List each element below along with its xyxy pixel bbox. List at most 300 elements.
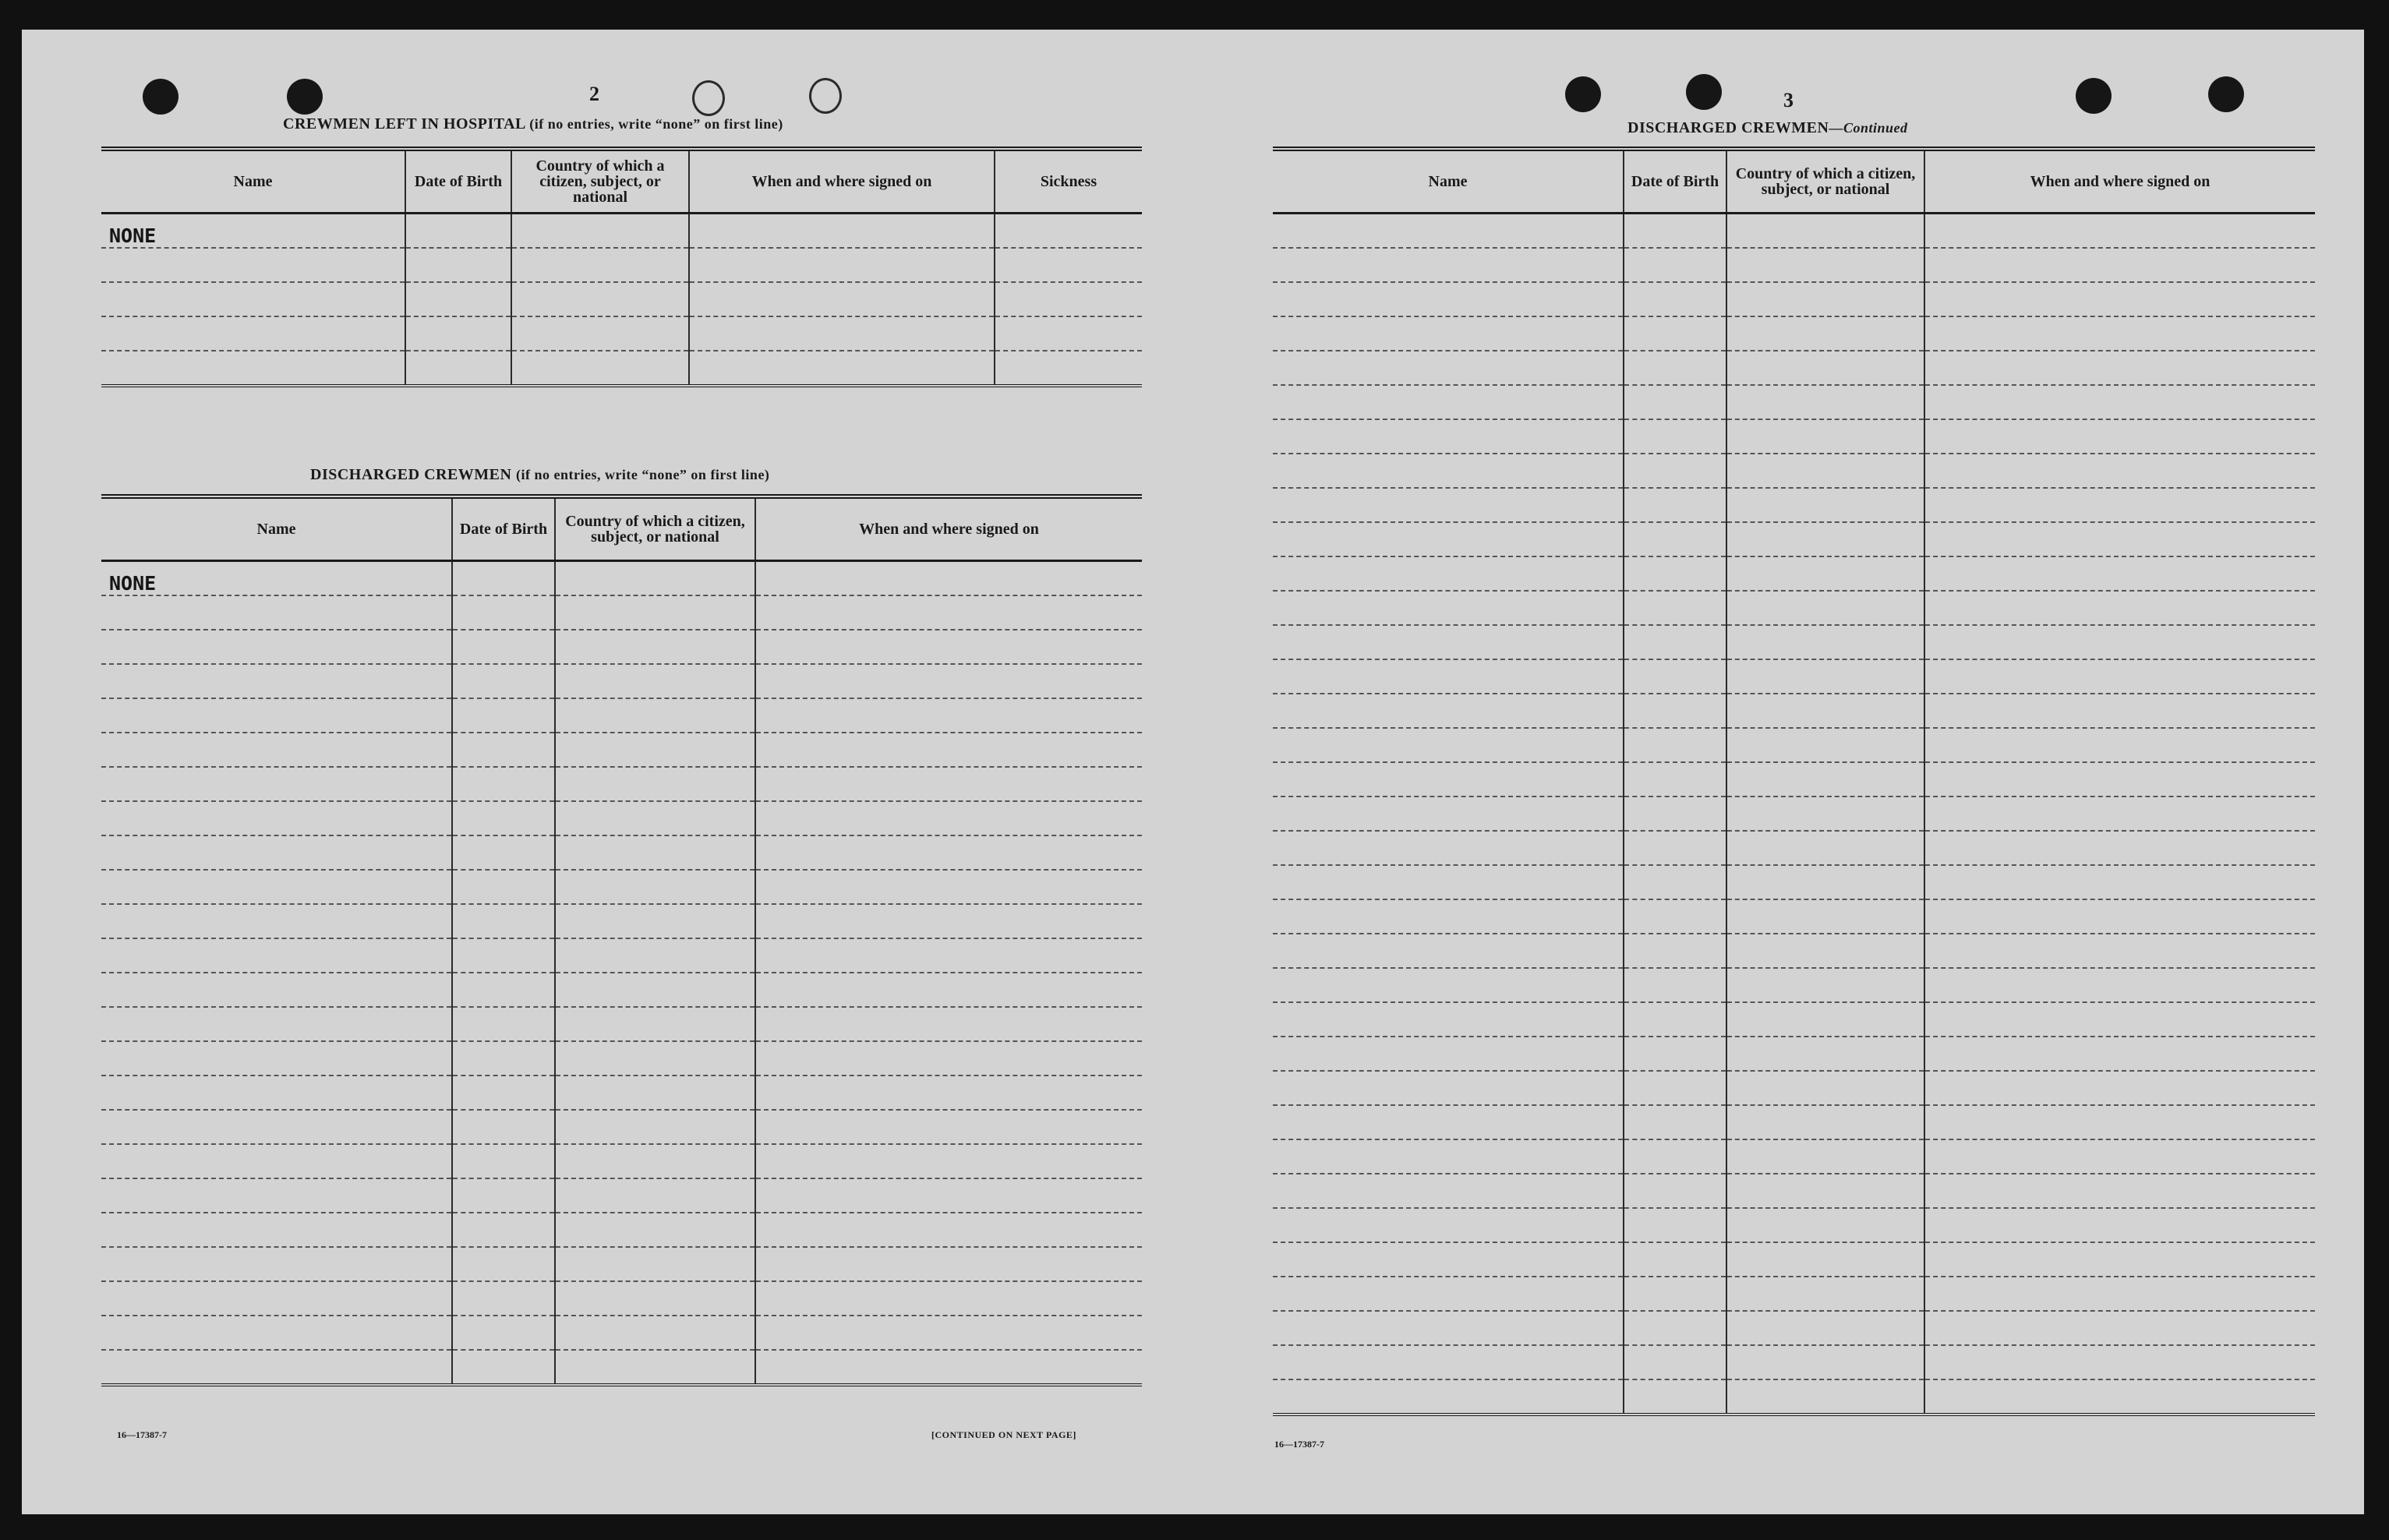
- table-cell: [1726, 831, 1924, 865]
- table-cell: [555, 1316, 755, 1350]
- table-cell: [1924, 488, 2315, 522]
- table-cell: [1726, 522, 1924, 556]
- table-cell: [452, 1007, 555, 1041]
- table-row: [1273, 1311, 2315, 1345]
- table-cell: [755, 801, 1142, 835]
- table-cell: [1624, 1105, 1726, 1139]
- table-cell: [452, 595, 555, 630]
- table-cell: [1273, 213, 1624, 248]
- table-cell: [1726, 659, 1924, 694]
- table-row: [101, 835, 1142, 870]
- table-cell: [1924, 591, 2315, 625]
- table-cell: [1924, 522, 2315, 556]
- table-cell: [452, 938, 555, 973]
- column-header-sickness: Sickness: [995, 149, 1142, 213]
- table-cell: [1624, 1037, 1726, 1071]
- column-header-name: Name: [101, 149, 405, 213]
- table-cell: [1624, 454, 1726, 488]
- table-cell: [555, 1213, 755, 1247]
- discharged-instruction: (if no entries, write “none” on first line): [515, 467, 770, 482]
- table-cell: [1624, 419, 1726, 454]
- column-header-country: Country of which a citizen, subject, or national: [555, 496, 755, 560]
- table-cell: [101, 801, 452, 835]
- table-cell: [1273, 1139, 1624, 1174]
- table-cell: [555, 973, 755, 1007]
- table-cell: [101, 595, 452, 630]
- table-cell: [1924, 1105, 2315, 1139]
- table-cell: [755, 560, 1142, 595]
- table-cell: [1726, 1379, 1924, 1415]
- punch-hole: [2208, 76, 2244, 112]
- table-row: [1273, 1277, 2315, 1311]
- table-cell: [1624, 1208, 1726, 1242]
- table-row: [1273, 591, 2315, 625]
- table-cell: [1273, 659, 1624, 694]
- table-cell: [1273, 694, 1624, 728]
- table-cell: [555, 664, 755, 698]
- table-cell: [1924, 934, 2315, 968]
- table-row: [1273, 968, 2315, 1002]
- table-cell: [755, 698, 1142, 733]
- table-cell: [1273, 968, 1624, 1002]
- table-cell: [1924, 762, 2315, 796]
- table-cell: [452, 835, 555, 870]
- table-cell: [1273, 1379, 1624, 1415]
- table-cell: [755, 1178, 1142, 1213]
- table-cell: [1273, 728, 1624, 762]
- table-cell: [1924, 1208, 2315, 1242]
- table-cell: [555, 870, 755, 904]
- table-cell: [101, 1281, 452, 1316]
- table-cell: [1273, 1277, 1624, 1311]
- table-cell: [1624, 248, 1726, 282]
- table-row: [1273, 1037, 2315, 1071]
- table-row: [101, 1213, 1142, 1247]
- table-cell: [101, 698, 452, 733]
- table-row: [101, 1110, 1142, 1144]
- table-cell: [555, 1041, 755, 1076]
- table-cell: [555, 733, 755, 767]
- table-cell: [1726, 282, 1924, 316]
- table-cell: [1924, 796, 2315, 831]
- table-cell: [1726, 625, 1924, 659]
- table-cell: [1273, 248, 1624, 282]
- table-row: [1273, 659, 2315, 694]
- table-cell: [1273, 385, 1624, 419]
- table-cell: [1273, 454, 1624, 488]
- table-cell: [1624, 282, 1726, 316]
- table-cell: [1624, 968, 1726, 1002]
- table-row: [1273, 796, 2315, 831]
- table-cell: [101, 835, 452, 870]
- discharged-continued-table: [1273, 147, 2315, 1416]
- table-cell: [1924, 1345, 2315, 1379]
- table-cell: [755, 1041, 1142, 1076]
- entry-name: NONE: [101, 560, 452, 595]
- table-row: [1273, 385, 2315, 419]
- table-row: [101, 630, 1142, 664]
- table-cell: [755, 1144, 1142, 1178]
- table-row: [1273, 1379, 2315, 1415]
- column-header-signed-on: When and where signed on: [689, 149, 995, 213]
- table-cell: [1624, 796, 1726, 831]
- table-cell: [555, 698, 755, 733]
- table-cell: [1273, 316, 1624, 351]
- table-cell: [555, 1350, 755, 1385]
- table-cell: [1726, 591, 1924, 625]
- table-cell: [1924, 659, 2315, 694]
- table-cell: [1273, 625, 1624, 659]
- table-cell: [1273, 934, 1624, 968]
- table-cell: [452, 904, 555, 938]
- page-right: [1249, 30, 2317, 1514]
- hospital-section-title: [283, 115, 783, 133]
- discharged-table: [101, 494, 1142, 1386]
- table-row: [101, 973, 1142, 1007]
- table-row: [1273, 419, 2315, 454]
- table-cell: [101, 1350, 452, 1385]
- hospital-instruction: (if no entries, write “none” on first line): [529, 116, 783, 132]
- continued-note: [CONTINUED ON NEXT PAGE]: [931, 1429, 1076, 1440]
- table-cell: [452, 1213, 555, 1247]
- table-row: [101, 733, 1142, 767]
- table-cell: [101, 767, 452, 801]
- table-cell: [1924, 1037, 2315, 1071]
- table-cell: [1924, 556, 2315, 591]
- table-cell: [452, 1110, 555, 1144]
- table-cell: [555, 560, 755, 595]
- table-cell: [555, 630, 755, 664]
- table-cell: [755, 1247, 1142, 1281]
- entry-name: NONE: [101, 213, 405, 248]
- table-cell: [1726, 1139, 1924, 1174]
- table-cell: [101, 870, 452, 904]
- punch-hole: [287, 79, 323, 115]
- table-row: [101, 1144, 1142, 1178]
- table-cell: [452, 733, 555, 767]
- table-cell: [755, 595, 1142, 630]
- table-row: [1273, 762, 2315, 796]
- table-cell: [755, 904, 1142, 938]
- table-row: [1273, 556, 2315, 591]
- table-cell: [755, 973, 1142, 1007]
- table-cell: [1273, 1345, 1624, 1379]
- table-cell: [1924, 1174, 2315, 1208]
- table-cell: [1726, 1071, 1924, 1105]
- table-cell: [1273, 762, 1624, 796]
- table-cell: [1624, 213, 1726, 248]
- punch-hole-outline: [809, 78, 842, 114]
- table-row: [101, 1178, 1142, 1213]
- table-cell: [1726, 865, 1924, 899]
- table-cell: [755, 767, 1142, 801]
- table-cell: [1924, 316, 2315, 351]
- table-cell: [1726, 1208, 1924, 1242]
- table-cell: [1273, 419, 1624, 454]
- column-header-country: Country of which a citizen, subject, or national: [511, 149, 689, 213]
- discharged-section-title: [310, 466, 769, 484]
- table-row: [101, 1076, 1142, 1110]
- document-sheet: [22, 30, 2364, 1514]
- table-cell: [452, 698, 555, 733]
- table-cell: [555, 595, 755, 630]
- hospital-table: [101, 147, 1142, 387]
- table-cell: [555, 1110, 755, 1144]
- table-cell: [1624, 934, 1726, 968]
- table-cell: [1273, 1105, 1624, 1139]
- table-cell: [1726, 556, 1924, 591]
- table-cell: [452, 870, 555, 904]
- column-header-name: Name: [1273, 149, 1624, 213]
- table-cell: [1624, 899, 1726, 934]
- punch-hole: [143, 79, 178, 115]
- table-cell: [755, 1281, 1142, 1316]
- table-row: [101, 1316, 1142, 1350]
- table-cell: [101, 1213, 452, 1247]
- table-cell: [101, 1316, 452, 1350]
- table-row: [1273, 1208, 2315, 1242]
- column-header-date-of-birth: Date of Birth: [405, 149, 511, 213]
- table-cell: [1273, 865, 1624, 899]
- table-cell: [1624, 865, 1726, 899]
- table-cell: [1273, 282, 1624, 316]
- table-cell: [1726, 1002, 1924, 1037]
- table-cell: [101, 1144, 452, 1178]
- table-cell: [1624, 1139, 1726, 1174]
- table-cell: [1273, 1242, 1624, 1277]
- table-cell: [1624, 1311, 1726, 1345]
- table-cell: [1924, 899, 2315, 934]
- table-cell: [1726, 1311, 1924, 1345]
- table-cell: [1924, 351, 2315, 385]
- table-row: [1273, 1002, 2315, 1037]
- table-cell: [452, 973, 555, 1007]
- table-cell: [1624, 591, 1726, 625]
- table-cell: [101, 938, 452, 973]
- table-cell: [1726, 316, 1924, 351]
- table-cell: [1624, 351, 1726, 385]
- table-cell: [452, 1350, 555, 1385]
- table-cell: [1924, 419, 2315, 454]
- table-cell: [1624, 1379, 1726, 1415]
- table-row: [1273, 1105, 2315, 1139]
- discharged-title-text: DISCHARGED CREWMEN: [310, 466, 512, 483]
- table-cell: [1624, 1071, 1726, 1105]
- table-cell: [1726, 1277, 1924, 1311]
- table-cell: [1924, 454, 2315, 488]
- table-cell: [1273, 1071, 1624, 1105]
- table-cell: [1726, 1105, 1924, 1139]
- page-number: 3: [1783, 89, 1794, 111]
- table-cell: [101, 1076, 452, 1110]
- table-cell: [1924, 213, 2315, 248]
- table-cell: [1924, 282, 2315, 316]
- table-row: [1273, 213, 2315, 248]
- table-cell: [1726, 796, 1924, 831]
- table-cell: [1726, 454, 1924, 488]
- table-cell: [101, 1007, 452, 1041]
- table-cell: [1273, 522, 1624, 556]
- table-row: [101, 1007, 1142, 1041]
- table-cell: [555, 1178, 755, 1213]
- table-cell: [1624, 1242, 1726, 1277]
- table-cell: [755, 630, 1142, 664]
- table-cell: [555, 1007, 755, 1041]
- table-row: [1273, 625, 2315, 659]
- table-cell: [555, 835, 755, 870]
- table-cell: [1624, 522, 1726, 556]
- table-cell: [101, 973, 452, 1007]
- table-cell: [755, 938, 1142, 973]
- table-row: [1273, 1345, 2315, 1379]
- punch-hole: [2076, 78, 2112, 114]
- table-row: [1273, 1174, 2315, 1208]
- table-cell: [1924, 1002, 2315, 1037]
- table-cell: [555, 767, 755, 801]
- table-cell: [1924, 694, 2315, 728]
- punch-hole: [1565, 76, 1601, 112]
- table-cell: [1924, 865, 2315, 899]
- table-cell: [101, 664, 452, 698]
- table-cell: [755, 1007, 1142, 1041]
- form-code: 16—17387-7: [117, 1429, 167, 1440]
- table-cell: [555, 904, 755, 938]
- table-row: [101, 595, 1142, 630]
- table-row: [101, 938, 1142, 973]
- table-cell: [1624, 625, 1726, 659]
- table-cell: [1273, 1037, 1624, 1071]
- table-cell: [755, 870, 1142, 904]
- table-cell: [755, 1350, 1142, 1385]
- continued-suffix: —Continued: [1829, 120, 1908, 136]
- column-header-date-of-birth: Date of Birth: [452, 496, 555, 560]
- table-cell: [1726, 419, 1924, 454]
- table-row: [1273, 865, 2315, 899]
- table-cell: [1273, 1311, 1624, 1345]
- table-cell: [1273, 899, 1624, 934]
- table-cell: [1273, 796, 1624, 831]
- table-cell: [1273, 591, 1624, 625]
- table-cell: [755, 664, 1142, 698]
- table-cell: [1624, 316, 1726, 351]
- table-row: [1273, 454, 2315, 488]
- discharged-title-text: DISCHARGED CREWMEN: [1627, 119, 1829, 136]
- table-cell: [555, 801, 755, 835]
- table-cell: [452, 801, 555, 835]
- table-cell: [1726, 968, 1924, 1002]
- table-row: [1273, 899, 2315, 934]
- table-row: [101, 1281, 1142, 1316]
- table-cell: [555, 938, 755, 973]
- table-cell: [452, 1144, 555, 1178]
- table-cell: [1726, 934, 1924, 968]
- table-cell: [101, 733, 452, 767]
- table-cell: [1726, 1242, 1924, 1277]
- table-cell: [1924, 1311, 2315, 1345]
- table-cell: [1726, 1037, 1924, 1071]
- table-cell: [1624, 1174, 1726, 1208]
- table-cell: [555, 1076, 755, 1110]
- table-cell: [1924, 1277, 2315, 1311]
- table-cell: [1624, 1277, 1726, 1311]
- table-cell: [1624, 694, 1726, 728]
- table-cell: [1273, 556, 1624, 591]
- table-cell: [101, 904, 452, 938]
- table-cell: [555, 1281, 755, 1316]
- column-header-name: Name: [101, 496, 452, 560]
- table-cell: [1624, 385, 1726, 419]
- table-row: [1273, 831, 2315, 865]
- table-cell: [1273, 831, 1624, 865]
- table-row: [1273, 351, 2315, 385]
- table-row: [101, 560, 1142, 595]
- table-cell: [1624, 488, 1726, 522]
- page-number: 2: [589, 83, 599, 105]
- table-cell: [1273, 1174, 1624, 1208]
- table-cell: [1624, 762, 1726, 796]
- table-cell: [1726, 728, 1924, 762]
- table-row: [1273, 248, 2315, 282]
- table-cell: [1273, 1002, 1624, 1037]
- table-row: [1273, 728, 2315, 762]
- table-cell: [1273, 351, 1624, 385]
- table-cell: [1726, 1174, 1924, 1208]
- column-header-country: Country of which a citizen, subject, or national: [1726, 149, 1924, 213]
- table-row: [101, 664, 1142, 698]
- table-row: [1273, 1139, 2315, 1174]
- table-row: [101, 904, 1142, 938]
- table-row: [1273, 694, 2315, 728]
- table-cell: [101, 1247, 452, 1281]
- table-cell: [452, 767, 555, 801]
- table-cell: [101, 1110, 452, 1144]
- table-cell: [1924, 385, 2315, 419]
- table-cell: [452, 1316, 555, 1350]
- hospital-title-text: CREWMEN LEFT IN HOSPITAL: [283, 115, 525, 132]
- table-cell: [1924, 831, 2315, 865]
- table-cell: [755, 835, 1142, 870]
- table-cell: [1924, 1242, 2315, 1277]
- column-header-signed-on: When and where signed on: [755, 496, 1142, 560]
- table-cell: [452, 1076, 555, 1110]
- table-row: [101, 1041, 1142, 1076]
- table-cell: [1624, 728, 1726, 762]
- table-cell: [1924, 248, 2315, 282]
- table-row: [101, 870, 1142, 904]
- table-cell: [1624, 1002, 1726, 1037]
- table-cell: [101, 1178, 452, 1213]
- table-cell: [755, 733, 1142, 767]
- table-cell: [1726, 248, 1924, 282]
- page-left: [76, 30, 1144, 1514]
- table-row: [1273, 522, 2315, 556]
- discharged-continued-title: [1627, 119, 1908, 137]
- table-cell: [755, 1110, 1142, 1144]
- table-cell: [1273, 1208, 1624, 1242]
- table-cell: [101, 1041, 452, 1076]
- table-cell: [755, 1213, 1142, 1247]
- table-row: [101, 1350, 1142, 1385]
- table-row: [101, 1247, 1142, 1281]
- punch-hole: [1686, 74, 1722, 110]
- table-cell: [1726, 1345, 1924, 1379]
- punch-hole-outline: [692, 80, 725, 116]
- table-cell: [452, 560, 555, 595]
- table-cell: [1273, 488, 1624, 522]
- table-cell: [1624, 556, 1726, 591]
- table-row: [1273, 1071, 2315, 1105]
- table-row: [101, 801, 1142, 835]
